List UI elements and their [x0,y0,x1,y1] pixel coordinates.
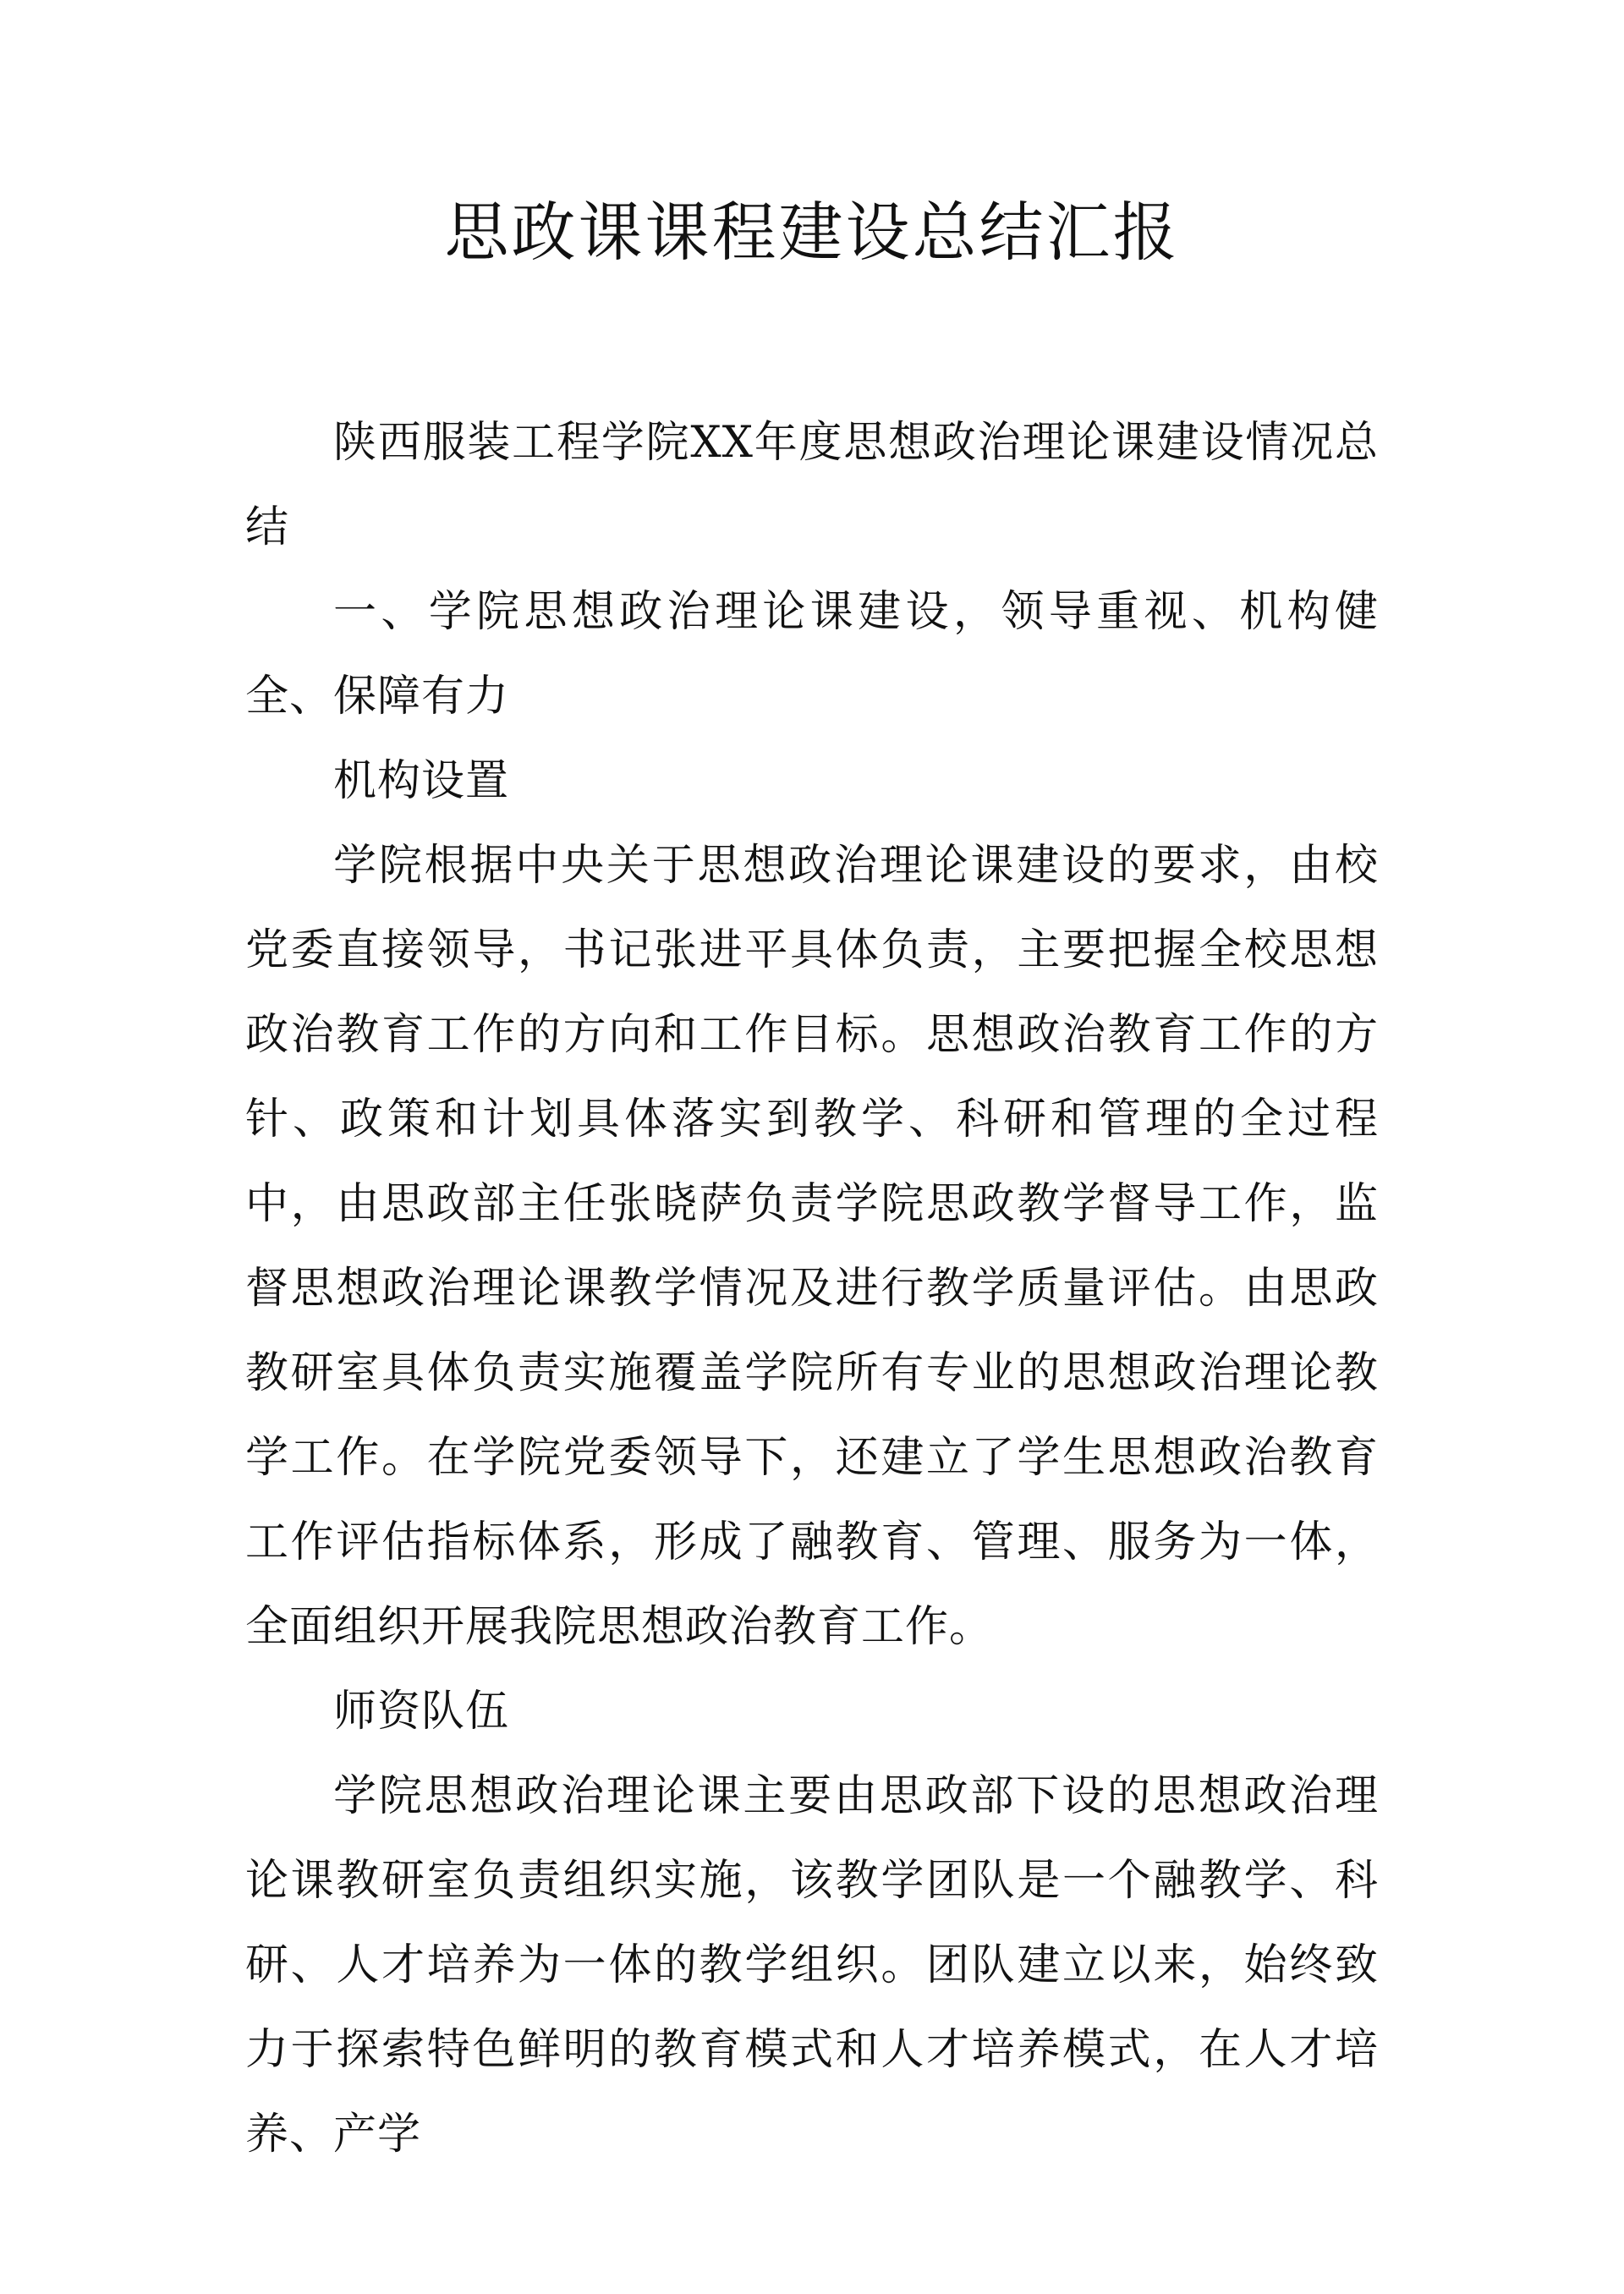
paragraph-subheading-organization: 机构设置 [333,756,510,806]
paragraph-faculty-body: 学院思想政治理论课主要由思政部下设的思想政治理论课教研室负责组织实施，该教学团队是一个融教学、科研、人才培养为一体的教学组织。团队建立以来，始终致力于探索特色鲜明的教育模式和人才培养模式，在人才培养、产学 [245,1771,1379,2160]
paragraph-section-one-heading: 一、学院思想政治理论课建设，领导重视、机构健全、保障有力 [245,587,1379,722]
paragraph-subheading-faculty: 师资队伍 [333,1687,510,1737]
paragraph-intro: 陕西服装工程学院XX年度思想政治理论课建设情况总结 [245,418,1379,552]
paragraph-organization-body: 学院根据中央关于思想政治理论课建设的要求，由校党委直接领导，书记张进平具体负责，主要把握全校思想政治教育工作的方向和工作目标。思想政治教育工作的方针、政策和计划具体落实到教学、科研和管理的全过程中，由思政部主任张晓萨负责学院思政教学督导工作，监督思想政治理论课教学情况及进行教学质量评估。由思政教研室具体负责实施覆盖学院所有专业的思想政治理论教学工作。在学院党委领导下，还建立了学生思想政治教育工作评估指标体系，形成了融教育、管理、服务为一体，全面组织开展我院思想政治教育工作。 [245,841,1379,1652]
document-body [245,401,1379,2177]
document-title: 思政课课程建设总结汇报 [444,195,1180,270]
